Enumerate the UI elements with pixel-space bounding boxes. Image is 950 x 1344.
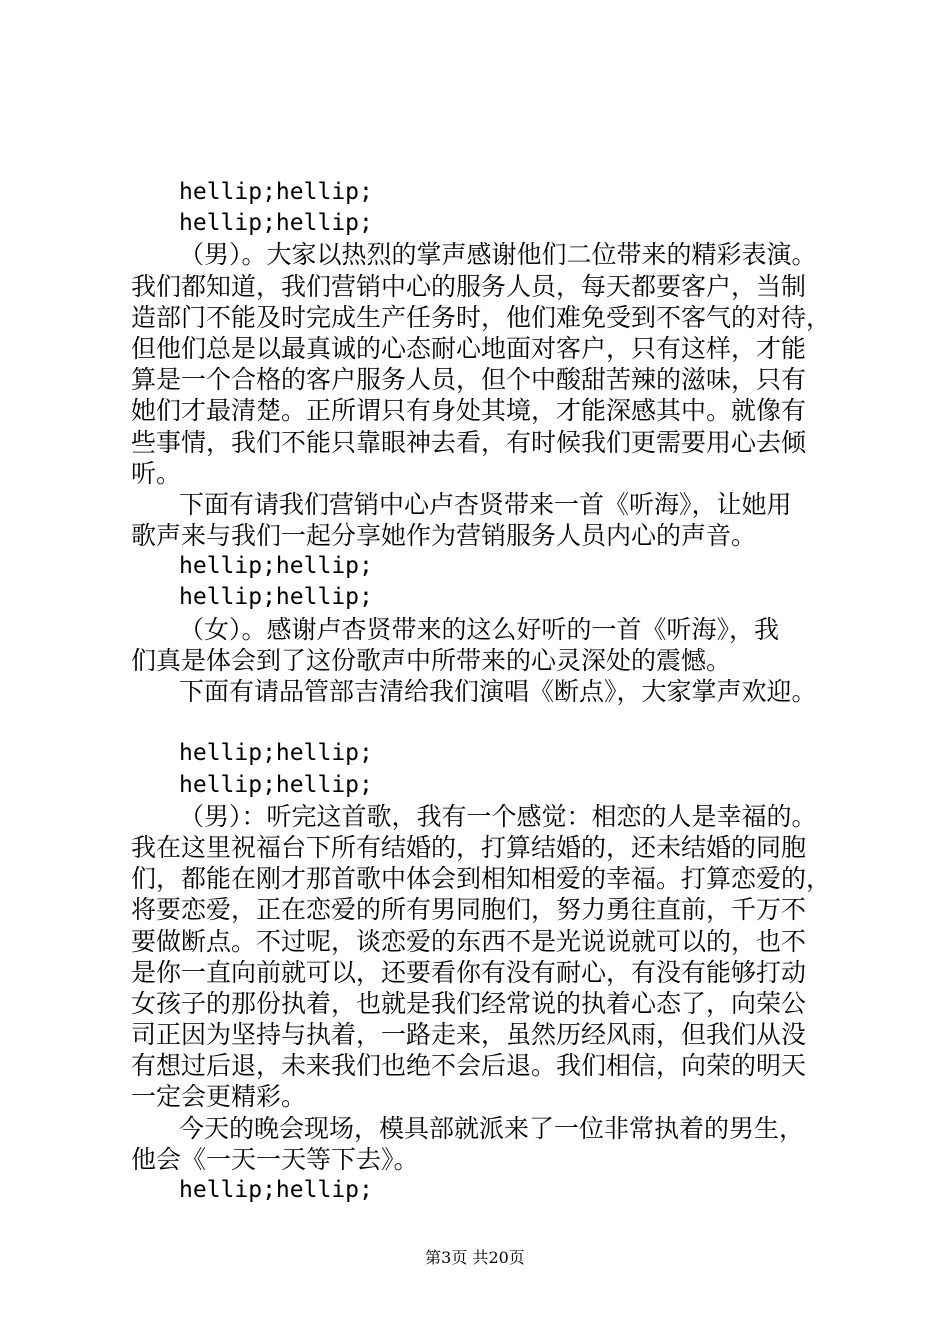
paragraph-line: 她们才最清楚。正所谓只有身处其境，才能深感其中。就像有	[131, 396, 807, 426]
paragraph-line: 算是一个合格的客户服务人员，但个中酸甜苦辣的滋味，只有	[131, 365, 807, 395]
ellipsis-line: hellip;hellip;	[179, 584, 373, 611]
paragraph-line: （女）。感谢卢杏贤带来的这么好听的一首《听海》，我	[179, 614, 780, 644]
paragraph-line: 女孩子的那份执着，也就是我们经常说的执着心态了，向荣公	[131, 988, 807, 1018]
paragraph-line: 将要恋爱，正在恋爱的所有男同胞们，努力勇往直前，千万不	[131, 895, 807, 925]
ellipsis-line: hellip;hellip;	[179, 210, 373, 237]
paragraph-line: 有想过后退，未来我们也绝不会后退。我们相信，向荣的明天	[131, 1051, 807, 1081]
paragraph-line: 们，都能在刚才那首歌中体会到相知相爱的幸福。打算恋爱的，	[131, 864, 832, 894]
page-number-footer: 第3页 共20页	[425, 1248, 525, 1267]
ellipsis-line: hellip;hellip;	[179, 1177, 373, 1203]
paragraph-line: 一定会更精彩。	[131, 1082, 307, 1112]
ellipsis-line: hellip;hellip;	[179, 179, 373, 205]
paragraph-line: 我在这里祝福台下所有结婚的，打算结婚的，还未结婚的同胞	[131, 832, 807, 862]
paragraph-line: 今天的晚会现场，模具部就派来了一位非常执着的男生，	[179, 1113, 805, 1143]
paragraph-line: 要做断点。不过呢，谈恋爱的东西不是光说说就可以的，也不	[131, 926, 807, 956]
paragraph-line: 下面有请我们营销中心卢杏贤带来一首《听海》，让她用	[179, 489, 792, 519]
paragraph-line: （男）。大家以热烈的掌声感谢他们二位带来的精彩表演。	[179, 240, 817, 270]
paragraph-line: 些事情，我们不能只靠眼神去看，有时候我们更需要用心去倾	[131, 427, 807, 457]
paragraph-line: 造部门不能及时完成生产任务时，他们难免受到不客气的对待，	[131, 302, 832, 332]
paragraph-line: 听。	[131, 458, 182, 488]
ellipsis-line: hellip;hellip;	[179, 553, 373, 580]
paragraph-line: 他会《一天一天等下去》。	[131, 1144, 419, 1174]
paragraph-line: （男）：听完这首歌，我有一个感觉：相恋的人是幸福的。	[179, 801, 817, 831]
blank-line	[131, 707, 851, 738]
paragraph-line: 司正因为坚持与执着，一路走来，虽然历经风雨，但我们从没	[131, 1020, 807, 1050]
paragraph-line: 们真是体会到了这份歌声中所带来的心灵深处的震憾。	[131, 645, 732, 675]
body-text	[131, 177, 851, 1206]
ellipsis-line: hellip;hellip;	[179, 771, 373, 798]
paragraph-line: 下面有请品管部吉清给我们演唱《断点》，大家掌声欢迎。	[179, 677, 817, 706]
paragraph-line: 但他们总是以最真诚的心态耐心地面对客户，只有这样，才能	[131, 333, 807, 363]
paragraph-line: 歌声来与我们一起分享她作为营销服务人员内心的声音。	[131, 521, 757, 551]
paragraph-line: 我们都知道，我们营销中心的服务人员，每天都要客户，当制	[131, 271, 807, 301]
ellipsis-line: hellip;hellip;	[179, 740, 373, 767]
paragraph-line: 是你一直向前就可以，还要看你有没有耐心，有没有能够打动	[131, 957, 807, 987]
